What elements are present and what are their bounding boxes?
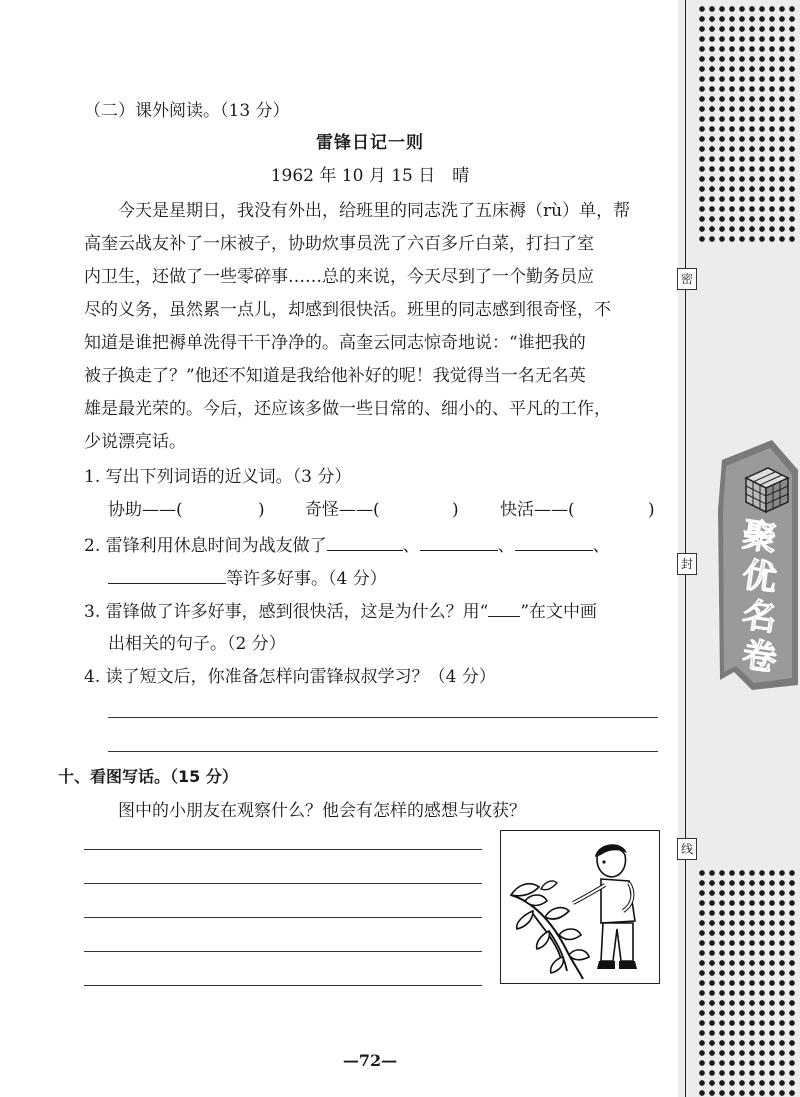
q2-blank-3[interactable] <box>515 534 593 551</box>
question-3-cont: 出相关的句子。（2 分） <box>108 634 286 654</box>
cube-icon <box>746 468 788 512</box>
writing-line[interactable] <box>84 985 482 986</box>
section-10-heading: 十、看图写话。（15 分） <box>58 767 238 786</box>
q2-sep: 、 <box>402 536 420 556</box>
q1-word-kuaihuo: 快活——( <box>500 500 575 520</box>
q3-underline-sample <box>488 600 520 617</box>
seal-mark-mi: 密 <box>677 268 697 290</box>
passage-line: 尽的义务，虽然累一点儿，却感到很快活。班里的同志感到很奇怪，不 <box>84 300 611 320</box>
dot-pattern-top <box>697 4 797 242</box>
q3-line1: 3. 雷锋做了许多好事，感到很快活，这是为什么？用“ <box>84 602 489 622</box>
q2-blank-4[interactable] <box>108 567 226 584</box>
writing-line[interactable] <box>84 883 482 884</box>
q2-blank-2[interactable] <box>420 534 498 551</box>
seal-mark-xian: 线 <box>677 838 697 860</box>
q1-close-paren[interactable]: ) <box>258 500 265 520</box>
question-1: 1. 写出下列词语的近义词。（3 分） <box>84 467 352 487</box>
section-10-prompt: 图中的小朋友在观察什么？他会有怎样的感想与收获？ <box>118 801 526 821</box>
passage-line: 少说漂亮话。 <box>84 432 186 452</box>
q2-tail: 等许多好事。（4 分） <box>226 569 387 589</box>
seal-mark-feng: 封 <box>677 553 697 575</box>
svg-text:名: 名 <box>739 594 780 640</box>
q1-word-xiezhu: 协助——( <box>108 500 183 520</box>
passage-title: 雷锋日记一则 <box>316 133 424 153</box>
q4-answer-line[interactable] <box>108 717 658 718</box>
passage-line: 高奎云战友补了一床被子，协助炊事员洗了六百多斤白菜，打扫了室 <box>84 234 594 254</box>
svg-text:聚: 聚 <box>739 514 780 560</box>
question-4: 4. 读了短文后，你准备怎样向雷锋叔叔学习？（4 分） <box>84 667 496 687</box>
svg-text:优: 优 <box>739 554 780 600</box>
passage-line: 被子换走了？”他还不知道是我给他补好的呢！我觉得当一名无名英 <box>84 366 586 386</box>
passage-dateline: 1962 年 10 月 15 日 晴 <box>270 166 470 186</box>
brand-logo <box>712 440 798 690</box>
q2-sep: 、 <box>497 536 515 556</box>
writing-line[interactable] <box>84 951 482 952</box>
q4-answer-line[interactable] <box>108 751 658 752</box>
q2-text: 2. 雷锋利用休息时间为战友做了 <box>84 536 327 556</box>
writing-line[interactable] <box>84 849 482 850</box>
q3-line1-end: ”在文中画 <box>520 602 598 622</box>
passage-line: 今天是星期日，我没有外出，给班里的同志洗了五床褥（rù）单，帮 <box>118 201 631 221</box>
question-2 <box>84 534 610 557</box>
q1-close-paren[interactable]: ) <box>648 500 655 520</box>
svg-text:卷: 卷 <box>739 634 780 680</box>
page-number: —72— <box>342 1051 398 1070</box>
question-2-cont <box>108 567 387 590</box>
q2-sep: 、 <box>592 536 610 556</box>
question-3 <box>84 600 597 623</box>
reading-section-heading: （二）课外阅读。（13 分） <box>84 101 290 121</box>
writing-line[interactable] <box>84 917 482 918</box>
boy-observing-plant-illustration <box>500 830 660 984</box>
q2-blank-1[interactable] <box>327 534 403 551</box>
passage-line: 内卫生，还做了一些零碎事……总的来说，今天尽到了一个勤务员应 <box>84 267 594 287</box>
passage-line: 雄是最光荣的。今后，还应该多做一些日常的、细小的、平凡的工作， <box>84 399 611 419</box>
passage-line: 知道是谁把褥单洗得干干净净的。高奎云同志惊奇地说：“谁把我的 <box>84 333 586 353</box>
q1-word-qiguai: 奇怪——( <box>305 500 380 520</box>
q1-close-paren[interactable]: ) <box>452 500 459 520</box>
